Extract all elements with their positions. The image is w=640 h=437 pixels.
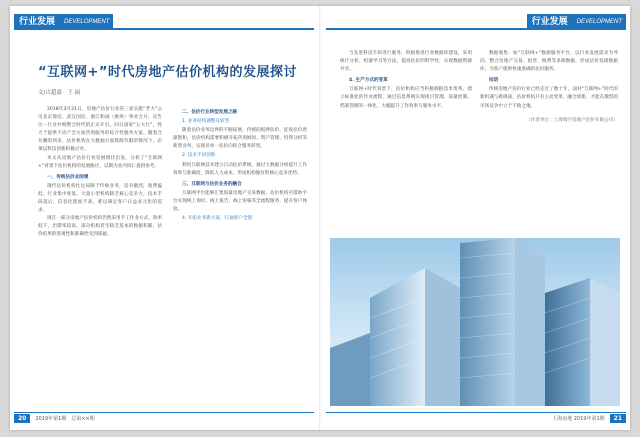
text-column-1 xyxy=(38,106,162,240)
section-heading: 4. 生产方式的变革 xyxy=(349,78,388,84)
page-number: 21 xyxy=(610,414,626,423)
section-label-en: DEVELOPMENT xyxy=(573,14,626,30)
paragraph: 传统房地产估价行业已经走过了数十年，面对“互联网+”时代的新机遇与新挑战，估价机构只有主动变革，融合创新，才能在激烈的市场竞争中立于不败之地。 xyxy=(480,87,618,109)
text-column-4 xyxy=(480,50,618,125)
issue-info: 2019年第1期 总第××期 xyxy=(35,416,95,422)
right-footer-rule xyxy=(326,412,626,413)
article-authors: 文/古超嘉 王 硕 xyxy=(38,90,81,96)
left-header-rule xyxy=(14,28,314,30)
paragraph: 互联网+时代背景下，估价机构应当积极拥抱技术变革，建立标准化的作业流程，通过信息系统实现项目管理、质量控制、档案管理的一体化，大幅提升工作效率与服务水平。 xyxy=(340,87,472,109)
magazine-spread xyxy=(10,6,630,430)
skyscraper-photo xyxy=(330,238,620,406)
paragraph: 随着估价业务边界的不断拓展，传统的抵押估价、征收估价逐渐饱和，估价机构需要积极开拓咨询顾问、资产管理、投资分析等新型业务，实现从单一估价向综合服务转型。 xyxy=(173,128,307,150)
issue-info: 上海房地 2019年第1期 xyxy=(552,416,605,422)
page-number: 20 xyxy=(14,414,30,423)
section-label: 行业发展 xyxy=(527,14,573,30)
section-label: 行业发展 xyxy=(14,14,60,30)
right-footer xyxy=(552,414,626,423)
paragraph: 利用互联网技术建立自动估价系统，通过大数据分析提升工作效率与准确度，降低人力成本，形成机构独有的核心竞争优势。 xyxy=(173,162,307,176)
paragraph: 与先进科技手段进行服务，积极推进行业数据库建设，采用统计分析、机器学习等方法，提高估价的科学性，实现数据资源共享。 xyxy=(340,51,472,73)
section-heading: 三、互联网与估价业务的融合 xyxy=(182,181,242,187)
skyscraper-illustration xyxy=(330,238,620,406)
paragraph: 2018年3月21日，房地产估价行业的三家实施“老大”公司北京鼎信、武汉国信、浙江和诚（惠州）事业合并，宣告这一行业并购整合时代的正式开启。同日国家“五大行”，致力于提供不动产全方面咨询服务的综合性服务方案。随着合并潮的到来，估价机构在大数据方面资源有限的情况下，必须以科技创新积极应对。 xyxy=(38,107,162,153)
subsection-heading: 4. 开拓业务新方案，打通客户全链 xyxy=(182,216,253,222)
paragraph: 互联网平台能够汇集海量房地产交易数据，估价机构可借助平台实现线上询价、线上报告、线上审核等全流程服务，提升客户体验。 xyxy=(173,190,307,213)
paragraph: 本文从房地产估价行业发展现状出发，分析了“互联网+”背景下估价机构的发展路径，以期为业内同仁提供参考。 xyxy=(38,155,162,169)
subsection-heading: 1. 业务结构调整及转型 xyxy=(182,119,230,125)
paragraph: 现在一部分房地产估价机构仍然采用手工作业方式，效率低下，出错率较高，部分机构甚至缺乏基本的数据积累，估价结果的客观性和准确性受到质疑。 xyxy=(38,216,162,238)
left-footer-rule xyxy=(14,412,314,413)
right-header-rule xyxy=(326,28,626,30)
section-heading: 结语 xyxy=(489,78,499,84)
section-heading: 二、估价行业转型发展之路 xyxy=(182,110,238,115)
section-heading: 一、传统估价业困境 xyxy=(47,174,89,180)
text-column-2 xyxy=(173,106,307,224)
subsection-heading: 2. 技术手段创新 xyxy=(182,153,216,159)
paragraph: 现代估价机构往往局限于传统业务，竞争激烈，收费偏低，行业集中度低。大量小型机构缺乏核心竞争力，技术手段落后，信息化程度不高，难以满足客户日益多元化的需求。 xyxy=(38,183,162,214)
author-affiliation: （作者单位：上海瑞宇房地产估价有限公司） xyxy=(526,117,618,123)
section-label-en: DEVELOPMENT xyxy=(60,14,113,30)
text-column-3 xyxy=(340,50,472,111)
page-gutter xyxy=(319,6,321,430)
paragraph: 数据收集：如“互联网+”数据服务平台，以行业发展需求为导向，整合房地产交易、租赁、税费等多源数据，形成估价基础数据库，为客户提供快速准确的估价服务。 xyxy=(480,51,618,73)
article-title: “互联网+”时代房地产估价机构的发展探讨 xyxy=(38,65,297,80)
left-footer xyxy=(14,414,95,423)
